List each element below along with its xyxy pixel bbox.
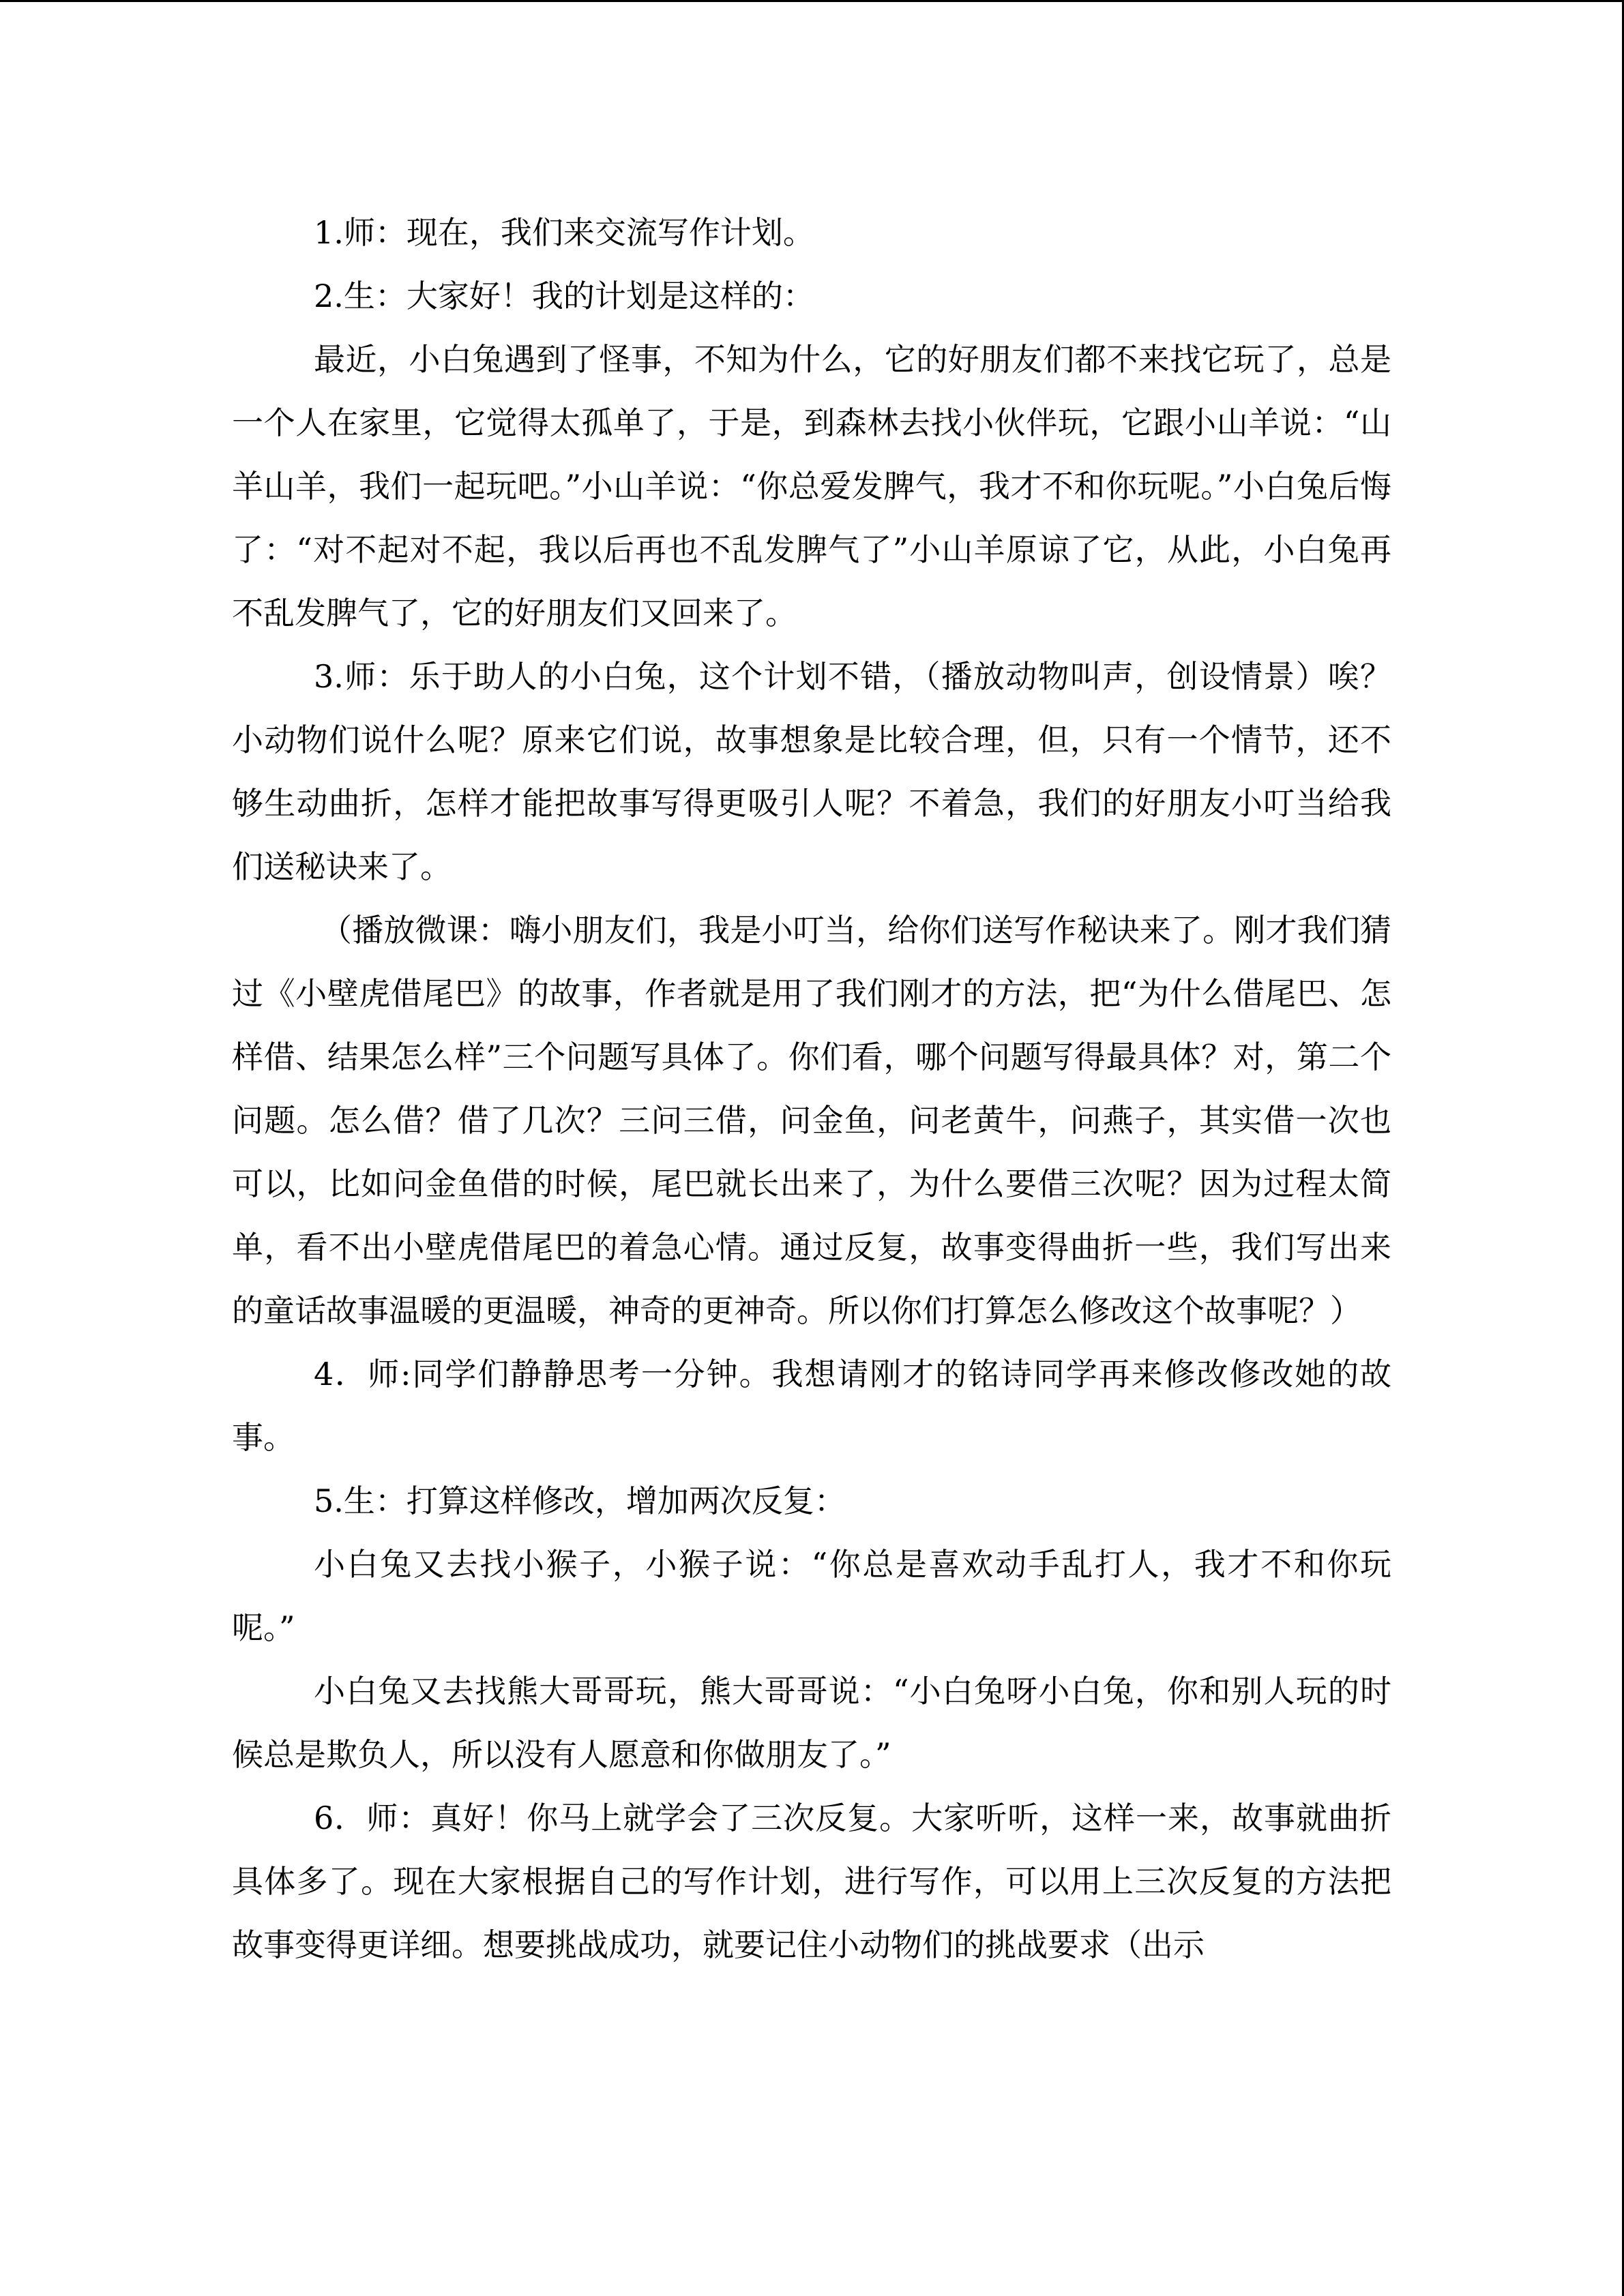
page-border-top (0, 0, 1624, 2)
paragraph-10: 6．师：真好！你马上就学会了三次反复。大家听听，这样一来，故事就曲折具体多了。现在大家根据自己的写作计划，进行写作，可以用上三次反复的方法把故事变得更详细。想要挑战成功，就要记住小动物们的挑战要求（出示 (232, 1800, 1391, 1963)
paragraph-7: 5.生：打算这样修改，增加两次反复： (314, 1482, 846, 1519)
paragraph-2: 2.生：大家好！我的计划是这样的： (314, 278, 814, 314)
paragraph-4: 3.师：乐于助人的小白兔，这个计划不错，（播放动物叫声，创设情景）唉？小动物们说什么呢？原来它们说，故事想象是比较合理，但，只有一个情节，还不够生动曲折，怎样才能把故事写得更吸引人呢？不着急，我们的好朋友小叮当给我们送秘诀来了。 (232, 658, 1391, 885)
document-body (232, 201, 1391, 1977)
paragraph-1: 1.师：现在，我们来交流写作计划。 (314, 214, 814, 251)
paragraph-6: 4．师:同学们静静思考一分钟。我想请刚才的铭诗同学再来修改修改她的故事。 (232, 1356, 1391, 1456)
paragraph-5: （播放微课：嗨小朋友们，我是小叮当，给你们送写作秘诀来了。刚才我们猜过《小壁虎借尾巴》的故事，作者就是用了我们刚才的方法，把“为什么借尾巴、怎样借、结果怎么样”三个问题写具体了。你们看，哪个问题写得最具体？对，第二个问题。怎么借？借了几次？三问三借，问金鱼，问老黄牛，问燕子，其实借一次也可以，比如问金鱼借的时候，尾巴就长出来了，为什么要借三次呢？因为过程太简单，看不出小壁虎借尾巴的着急心情。通过反复，故事变得曲折一些，我们写出来的童话故事温暖的更温暖，神奇的更神奇。所以你们打算怎么修改这个故事呢？） (232, 912, 1391, 1329)
paragraph-9: 小白兔又去找熊大哥哥玩，熊大哥哥说：“小白兔呀小白兔，你和别人玩的时候总是欺负人，所以没有人愿意和你做朋友了。” (232, 1673, 1391, 1773)
paragraph-8: 小白兔又去找小猴子，小猴子说：“你总是喜欢动手乱打人，我才不和你玩呢。” (232, 1546, 1391, 1646)
paragraph-3: 最近，小白兔遇到了怪事，不知为什么，它的好朋友们都不来找它玩了，总是一个人在家里，它觉得太孤单了，于是，到森林去找小伙伴玩，它跟小山羊说：“山羊山羊，我们一起玩吧。”小山羊说：“你总爱发脾气，我才不和你玩呢。”小白兔后悔了：“对不起对不起，我以后再也不乱发脾气了”小山羊原谅了它，从此，小白兔再不乱发脾气了，它的好朋友们又回来了。 (232, 341, 1391, 631)
